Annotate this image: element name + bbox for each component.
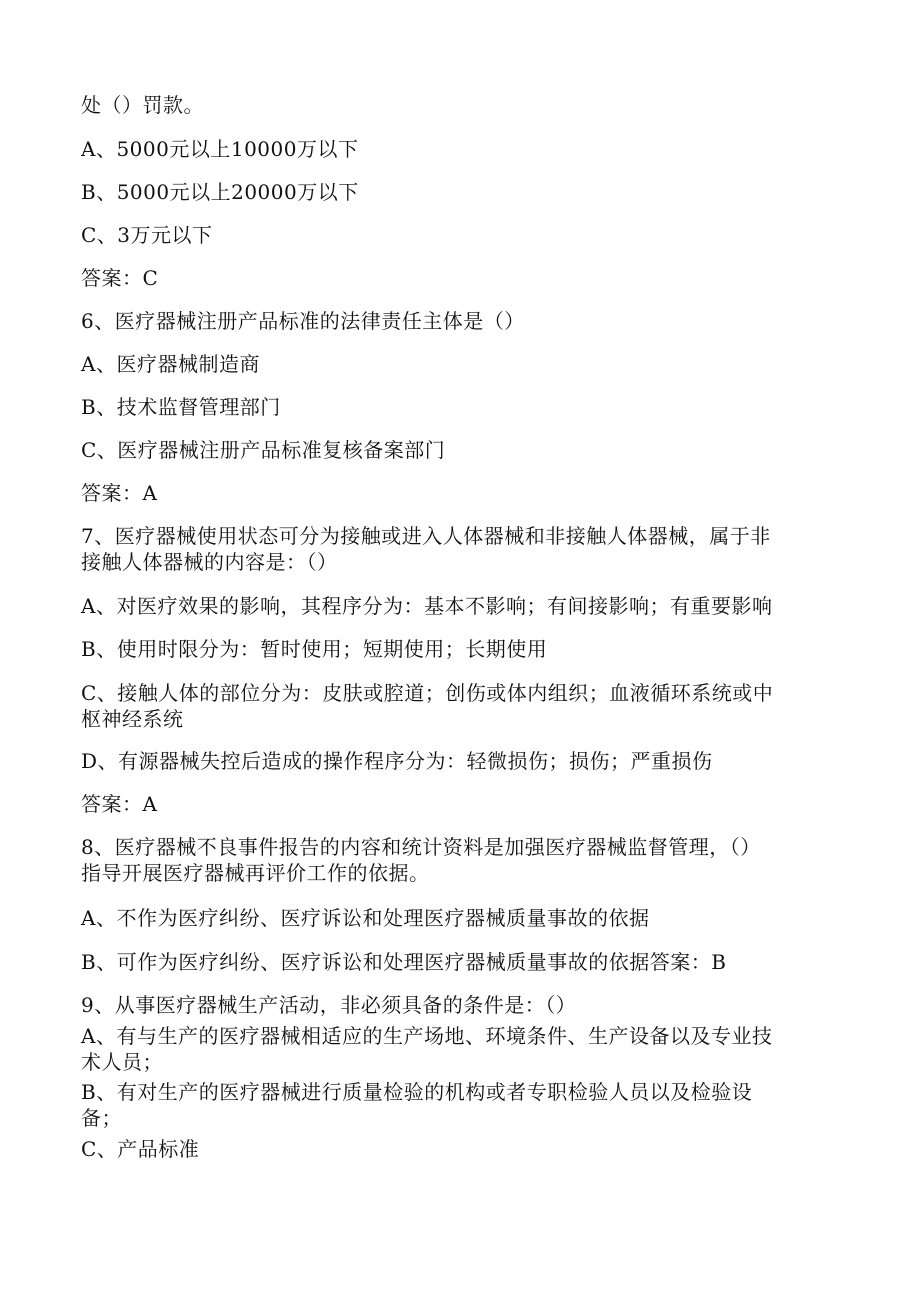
answer: 答案：A xyxy=(81,792,158,816)
option-c: C、3万元以下 xyxy=(81,223,213,247)
question-9: 9、从事医疗器械生产活动，非必须具备的条件是：（） xyxy=(81,993,577,1017)
question-6: 6、医疗器械注册产品标准的法律责任主体是（） xyxy=(81,309,525,333)
option-a-cont: 术人员； xyxy=(81,1050,163,1074)
option-a: A、不作为医疗纠纷、医疗诉讼和处理医疗器械质量事故的依据 xyxy=(81,906,650,930)
answer: 答案：C xyxy=(81,266,159,290)
option-c: C、接触人体的部位分为：皮肤或腔道；创伤或体内组织；血液循环系统或中 xyxy=(81,681,774,705)
option-b: B、使用时限分为：暂时使用；短期使用；长期使用 xyxy=(81,637,548,661)
option-b: B、技术监督管理部门 xyxy=(81,395,281,419)
question-7: 7、医疗器械使用状态可分为接触或进入人体器械和非接触人体器械，属于非 xyxy=(81,524,771,548)
text-line: 处（）罚款。 xyxy=(81,93,204,117)
answer: 答案：A xyxy=(81,481,158,505)
option-a: A、5000元以上10000万以下 xyxy=(81,137,359,161)
option-d: D、有源器械失控后造成的操作程序分为：轻微损伤；损伤；严重损伤 xyxy=(81,749,713,773)
option-a: A、有与生产的医疗器械相适应的生产场地、环境条件、生产设备以及专业技 xyxy=(81,1024,773,1048)
option-c: C、医疗器械注册产品标准复核备案部门 xyxy=(81,438,446,462)
option-a: A、医疗器械制造商 xyxy=(81,352,260,376)
option-b: B、有对生产的医疗器械进行质量检验的机构或者专职检验人员以及检验设 xyxy=(81,1080,753,1104)
question-8: 8、医疗器械不良事件报告的内容和统计资料是加强医疗器械监督管理，（） xyxy=(81,835,761,859)
question-7-cont: 接触人体器械的内容是：（） xyxy=(81,550,338,574)
option-b: B、可作为医疗纠纷、医疗诉讼和处理医疗器械质量事故的依据答案：B xyxy=(81,950,727,974)
question-8-cont: 指导开展医疗器械再评价工作的依据。 xyxy=(81,861,430,885)
option-c-cont: 枢神经系统 xyxy=(81,707,184,731)
option-a: A、对医疗效果的影响，其程序分为：基本不影响；有间接影响；有重要影响 xyxy=(81,594,773,618)
option-b: B、5000元以上20000万以下 xyxy=(81,180,359,204)
option-c: C、产品标准 xyxy=(81,1137,200,1161)
option-b-cont: 备； xyxy=(81,1106,122,1130)
